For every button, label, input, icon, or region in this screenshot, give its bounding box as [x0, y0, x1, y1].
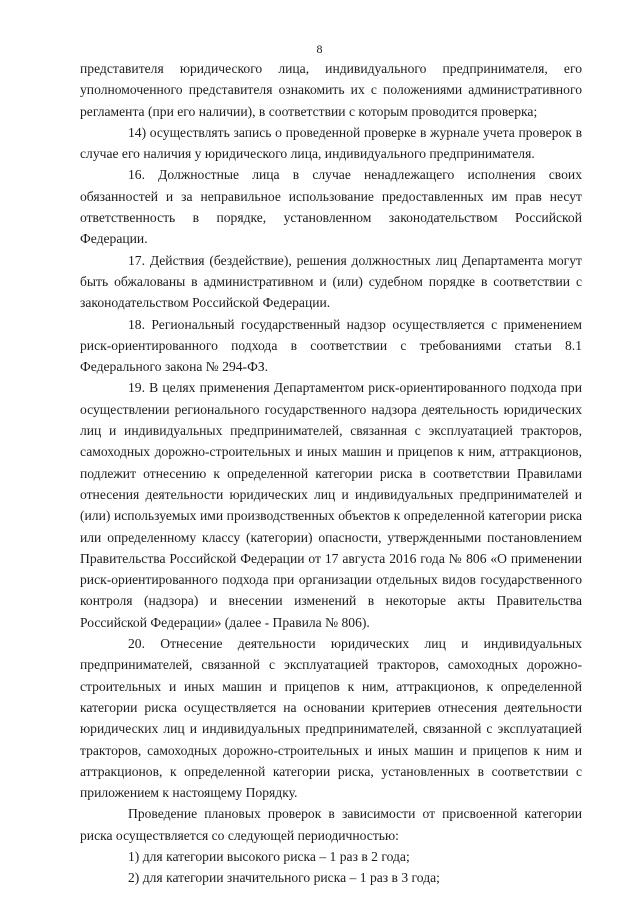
paragraph-item-14: 14) осуществлять запись о проведенной проверке в журнале учета проверок в случае его наличия у юридического лица, индивидуального предпринимателя.	[80, 124, 582, 162]
document-body	[80, 58, 582, 889]
paragraph-inspection-frequency: Проведение плановых проверок в зависимости от присвоенной категории риска осуществляется со следующей периодичностью:	[80, 806, 582, 843]
paragraph-continuation: представителя юридического лица, индивидуального предпринимателя, его уполномоченного представителя ознакомить их с положениями административного регламента (при его наличии), в соответствии с которым проводится проверка;	[80, 61, 582, 119]
list-item-significant-risk: 2) для категории значительного риска – 1 раз в 3 года;	[128, 870, 440, 886]
page-number: 8	[316, 42, 323, 56]
paragraph-16: 16. Должностные лица в случае ненадлежащего исполнения своих обязанностей и за неправильное использование предоставленных им прав несут ответственность в порядке, установленном законодательством Российской Федерации.	[80, 167, 582, 247]
paragraph-19: 19. В целях применения Департаментом риск-ориентированного подхода при осуществлении регионального государственного надзора деятельность юридических лиц и индивидуальных предпринимателей, связанная с эксплуатацией тракторов, самоходных дорожно-строительных и иных машин и прицепов к ним, аттракционов, подлежит отнесению к определенной категории риска в соответствии Правилами отнесения деятельности юридических лиц и индивидуальных предпринимателей и (или) используемых ими производственных объектов к определенной категории риска или определенному классу (категории) опасности, утвержденными постановлением Правительства Российской Федерации от 17 августа 2016 года № 806 «О применении риск-ориентированного подхода при организации отдельных видов государственного контроля (надзора) и внесении изменений в некоторые акты Правительства Российской Федерации» (далее - Правила № 806).	[80, 380, 582, 630]
paragraph-18: 18. Региональный государственный надзор осуществляется с применением риск-ориентированного подхода в соответствии с требованиями статьи 8.1 Федерального закона № 294-ФЗ.	[80, 316, 582, 375]
paragraph-20: 20. Отнесение деятельности юридических лиц и индивидуальных предпринимателей, связанной с эксплуатацией тракторов, самоходных дорожно-строительных и иных машин и прицепов к ним, аттракционов, к определенной категории риска осуществляется на основании критериев отнесения деятельности юридических лиц и индивидуальных предпринимателей, связанной с эксплуатацией тракторов, самоходных дорожно-строительных и иных машин и прицепов к ним и аттракционов, к определенной категории риска, установленных в соответствии с приложением к настоящему Порядку.	[80, 636, 582, 801]
paragraph-17: 17. Действия (бездействие), решения должностных лиц Департамента могут быть обжалованы в административном и (или) судебном порядке в соответствии с законодательством Российской Федерации.	[80, 252, 582, 311]
list-item-high-risk: 1) для категории высокого риска – 1 раз в 2 года;	[128, 848, 410, 864]
